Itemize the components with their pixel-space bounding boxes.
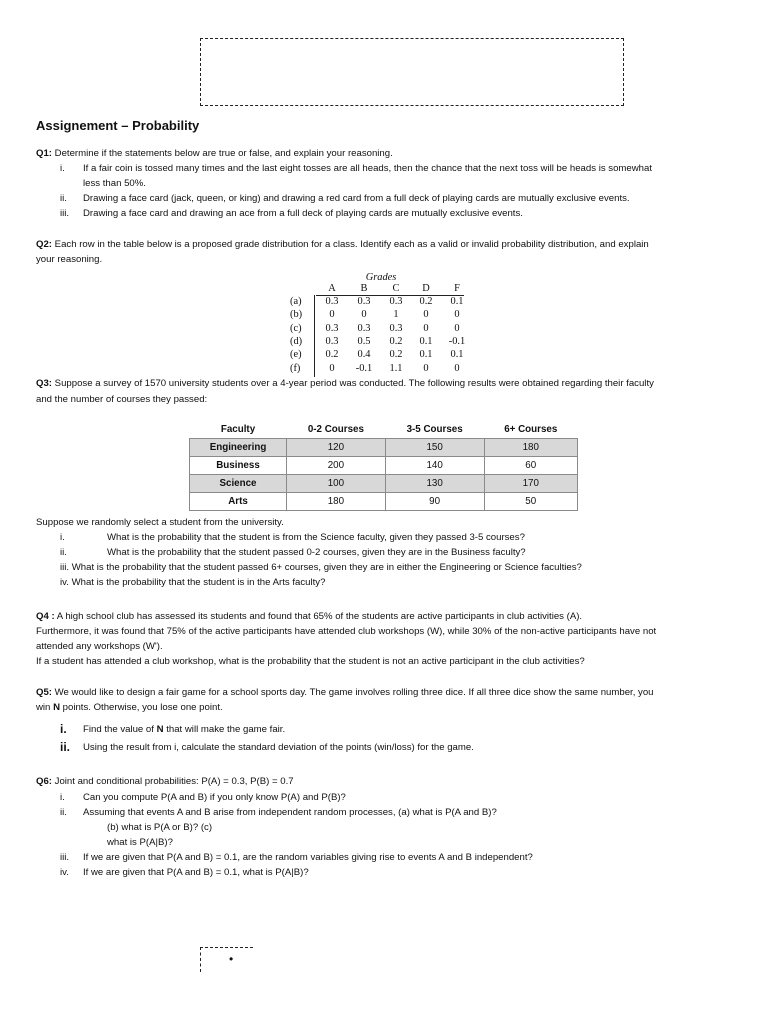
grade-row-label: (d) [290, 335, 303, 347]
grade-cell: 0.1 [450, 296, 464, 307]
q1-label: Q1: [36, 148, 52, 159]
q6-label: Q6: [36, 776, 52, 787]
q6-item-number: ii. [60, 807, 67, 818]
q5-text-continued [36, 702, 223, 713]
grade-cell: 0.3 [357, 296, 371, 307]
grade-cell: 0 [329, 309, 335, 321]
grade-row-label: (c) [290, 322, 302, 334]
q6-item-text: what is P(A|B)? [107, 837, 173, 848]
table-cell: 90 [385, 493, 484, 511]
q3-text: Suppose a survey of 1570 university students over a 4-year period was conducted. The following results were obtained regarding their faculty [52, 378, 654, 389]
q3-label: Q3: [36, 378, 52, 389]
q4-question: If a student has attended a club workshop, what is the probability that the student is not an active participant in the club activities? [36, 656, 585, 667]
q3-item-text: What is the probability that the student is from the Science faculty, given they passed 3-5 courses? [107, 532, 525, 543]
table-row [190, 493, 578, 511]
footer-placeholder-box [200, 947, 253, 972]
q6-item-number: iii. [60, 852, 70, 863]
grade-cell: 0.3 [389, 322, 403, 334]
grade-column-header: D [422, 283, 430, 294]
grade-cell: 0 [423, 322, 429, 334]
grade-cell: 0.1 [419, 349, 433, 361]
footer-bullet: • [229, 952, 234, 966]
q3-intro: Suppose we randomly select a student from the university. [36, 517, 284, 528]
q5-text: We would like to design a fair game for a school sports day. The game involves rolling three dice. If all three dice show the same number, you [52, 687, 654, 698]
grade-cell: 0 [454, 309, 460, 321]
table-cell: 200 [287, 457, 386, 475]
q6-text: Joint and conditional probabilities: P(A) = 0.3, P(B) = 0.7 [52, 776, 294, 787]
table-cell: 150 [385, 439, 484, 457]
q3-item-number: iv. [60, 577, 69, 588]
q6-item-text: If we are given that P(A and B) = 0.1, are the random variables giving rise to events A and B independent? [83, 852, 533, 863]
table-row [190, 457, 578, 475]
grade-cell: 0.3 [325, 322, 339, 334]
table-row [190, 475, 578, 493]
q3-item-text: What is the probability that the student passed 0-2 courses, given they are in the Business faculty? [107, 547, 526, 558]
table-cell: 170 [484, 475, 578, 493]
grade-cell: 0.2 [389, 335, 403, 347]
grade-cell: 1.1 [389, 362, 403, 374]
table-cell: 50 [484, 493, 578, 511]
q6-item-text: (b) what is P(A or B)? (c) [107, 822, 213, 833]
faculty-cell: Science [190, 475, 287, 493]
q5-item-number: i. [60, 722, 67, 736]
grade-column-header: C [392, 283, 400, 294]
table-header-row [190, 421, 578, 439]
q5-item-text-part: Find the value of [83, 724, 157, 735]
grade-column-header: B [360, 283, 368, 294]
table-rule [314, 295, 315, 377]
grade-row-label: (a) [290, 296, 302, 307]
grade-row-label: (f) [290, 362, 301, 374]
table-header-cell: Faculty [220, 424, 256, 435]
q3-item-number: ii. [60, 547, 67, 558]
q3-item-text: What is the probability that the student passed 6+ courses, given they are in either the Engineering or Science faculties? [71, 562, 582, 573]
q5-item-text [83, 724, 285, 735]
table-cell: 180 [287, 493, 386, 511]
grade-cell: 0.3 [357, 322, 371, 334]
q3-item-number: iii. [60, 562, 70, 573]
table-cell: 180 [484, 439, 578, 457]
faculty-cell: Arts [190, 493, 287, 511]
q3-item-iv [60, 577, 325, 588]
grade-cell: 0.2 [325, 349, 339, 361]
q5-item-text: Using the result from i, calculate the standard deviation of the points (win/loss) for the game. [83, 742, 474, 753]
q1-item-number: ii. [60, 193, 67, 204]
grade-row-label: (e) [290, 349, 302, 361]
q4-text-continued: attended any workshops (W'). [36, 641, 163, 652]
grade-column-header: F [454, 283, 460, 294]
grade-cell: 0 [454, 362, 460, 374]
table-header-cell: 3-5 Courses [406, 424, 463, 435]
grade-cell: 0.1 [419, 335, 433, 347]
table-cell: 60 [484, 457, 578, 475]
grade-cell: -0.1 [355, 362, 373, 374]
table-header-cell: 0-2 Courses [307, 424, 364, 435]
q6-item-number: i. [60, 792, 65, 803]
q6-item-number: iv. [60, 867, 69, 878]
q1-text: Determine if the statements below are true or false, and explain your reasoning. [52, 148, 393, 159]
q1-item-number: iii. [60, 208, 70, 219]
table-row [190, 439, 578, 457]
grade-cell: 0 [423, 362, 429, 374]
grade-cell: 0.3 [325, 296, 339, 307]
table-cell: 100 [287, 475, 386, 493]
table-header-cell: 6+ Courses [504, 424, 558, 435]
table-cell: 140 [385, 457, 484, 475]
q3-item-text: What is the probability that the student is in the Arts faculty? [71, 577, 326, 588]
q1-item-text: less than 50%. [83, 178, 146, 189]
q4-text-continued: Furthermore, it was found that 75% of the active participants have attended club workshops (W), while 30% of the non-active participants have not [36, 626, 657, 637]
grade-cell: 0 [454, 322, 460, 334]
grade-cell: -0.1 [448, 335, 466, 347]
q1-item-text: Drawing a face card and drawing an ace from a full deck of playing cards are mutually exclusive events. [83, 208, 523, 219]
grade-cell: 0 [361, 309, 367, 321]
q3-text-continued: and the number of courses they passed: [36, 394, 208, 405]
grade-cell: 0 [329, 362, 335, 374]
faculty-cell: Business [190, 457, 287, 475]
faculty-cell: Engineering [190, 439, 287, 457]
grade-cell: 0.4 [357, 349, 371, 361]
q2-text-continued: your reasoning. [36, 254, 103, 265]
q3-prompt [36, 378, 654, 389]
q1-prompt [36, 148, 393, 159]
grade-cell: 0.3 [389, 296, 403, 307]
q4-prompt [36, 611, 582, 622]
q4-text: A high school club has assessed its students and found that 65% of the students are active participants in club activities (A). [54, 611, 583, 622]
q2-text: Each row in the table below is a proposed grade distribution for a class. Identify each as a valid or invalid probability distribution, and explain [52, 239, 649, 250]
faculty-courses-table [189, 421, 578, 511]
q5-text-part: win [36, 702, 54, 713]
grade-row-label: (b) [290, 309, 303, 321]
header-placeholder-box [200, 38, 624, 106]
q4-label: Q4 : [36, 611, 55, 622]
q1-item-number: i. [60, 163, 65, 174]
grade-cell: 0.3 [325, 335, 339, 347]
q1-item-text: Drawing a face card (jack, queen, or king) and drawing a red card from a full deck of playing cards are mutually exclusive events. [83, 193, 630, 204]
q5-text-part: points. Otherwise, you lose one point. [60, 702, 223, 713]
grade-cell: 0.2 [419, 296, 433, 307]
grade-cell: 0 [423, 309, 429, 321]
q5-item-text-part: that will make the game fair. [163, 724, 286, 735]
q1-item-text: If a fair coin is tossed many times and the last eight tosses are all heads, then the chance that the next toss will be heads is somewhat [83, 163, 653, 174]
page-title: Assignement – Probability [36, 118, 200, 133]
grade-cell: 0.5 [357, 335, 371, 347]
q3-item-iii [60, 562, 582, 573]
q6-item-text: If we are given that P(A and B) = 0.1, what is P(A|B)? [83, 867, 309, 878]
q2-label: Q2: [36, 239, 52, 250]
q5-item-number: ii. [60, 740, 71, 754]
grade-cell: 0.1 [450, 349, 464, 361]
q5-variable-n: N [53, 702, 60, 713]
q5-variable-n: N [156, 724, 164, 735]
q5-prompt [36, 687, 654, 698]
grade-cell: 0.2 [389, 349, 403, 361]
grade-cell: 1 [393, 309, 399, 321]
q6-prompt [36, 776, 294, 787]
table-cell: 130 [385, 475, 484, 493]
grade-column-header: A [328, 283, 336, 294]
q5-label: Q5: [36, 687, 52, 698]
q3-item-number: i. [60, 532, 65, 543]
grades-caption: Grades [365, 272, 397, 283]
q6-item-text: Assuming that events A and B arise from independent random processes, (a) what is P(A and B)? [83, 807, 497, 818]
q2-prompt [36, 239, 649, 250]
table-cell: 120 [287, 439, 386, 457]
q6-item-text: Can you compute P(A and B) if you only know P(A) and P(B)? [83, 792, 346, 803]
